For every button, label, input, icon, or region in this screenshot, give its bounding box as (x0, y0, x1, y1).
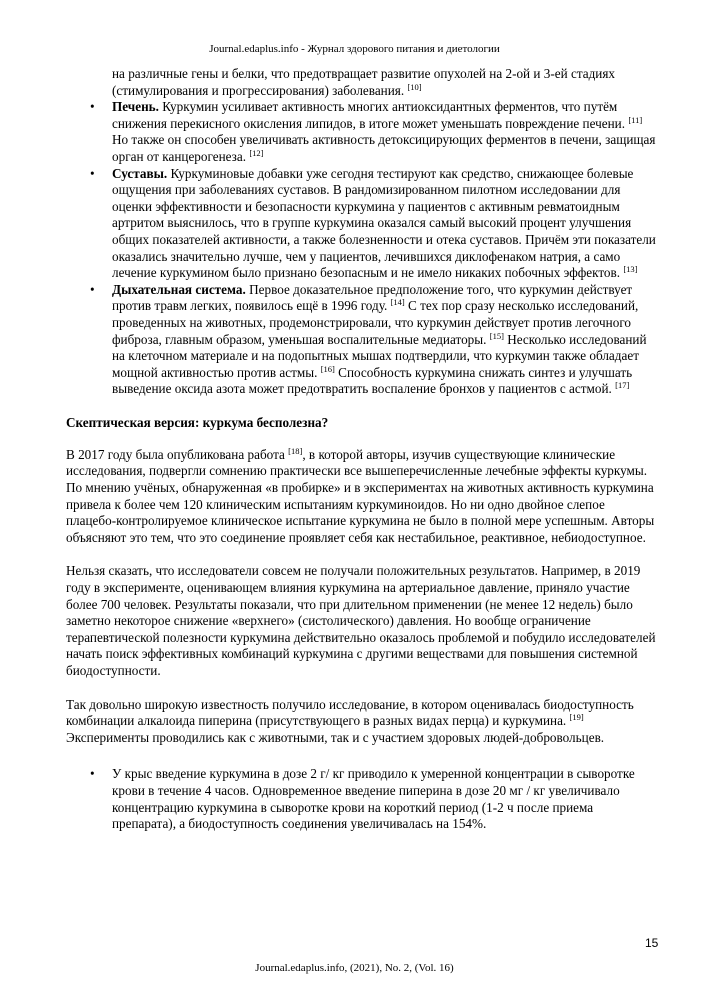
citation-ref: [14] (390, 297, 405, 308)
running-footer: Journal.edaplus.info, (2021), No. 2, (Vol. 16) (255, 962, 454, 974)
citation-ref: [18] (288, 445, 303, 456)
item-lead: Суставы. (112, 165, 168, 181)
list-item (66, 766, 656, 832)
citation-ref: [11] (628, 114, 643, 125)
bullet-list-benefits (66, 66, 656, 398)
item-text: Способность куркумина снижать синтез и улучшать выведение оксида азота может предотвратить воспаление бронхов у пациентов с астмой. (112, 364, 633, 397)
running-header: Journal.edaplus.info - Журнал здорового питания и диетологии (209, 43, 500, 55)
citation-ref: [15] (489, 330, 504, 341)
list-item (66, 66, 656, 99)
list-item (66, 166, 656, 282)
citation-ref: [16] (320, 363, 335, 374)
item-text: Куркумин усиливает активность многих антиоксидантных ферментов, что путём снижения перекисного окисления липидов, в итоге может уменьшать повреждение печени. (112, 99, 626, 131)
item-text: на различные гены и белки, что предотвращает развитие опухолей на 2-ой и 3-ей стадиях (стимулирования и прогрессирования) заболевания. (112, 66, 616, 98)
paragraph: В 2017 году была опубликована работа [18], в которой авторы, изучив существующие клинические исследования, подвергли сомнению практически все вышеперечисленные лечебные эффекты куркумы. По мнению учёных, обнаруженная «в пробирке» и в экспериментах на животных активность куркумина привела к более чем 120 клиническим испытаниям куркуминоидов. Но ни одно двойное слепое плацебо-контролируемое клиническое испытание куркумина не было в полной мере успешным. Авторы объясняют это тем, что это соединение проявляет себя как нестабильное, реактивное, небиодоступное. (66, 445, 655, 545)
citation-ref: [10] (407, 81, 422, 92)
section-heading: Скептическая версия: куркума бесполезна? (66, 414, 329, 430)
citation-ref: [12] (249, 147, 264, 158)
page-number: 15 (645, 936, 659, 950)
item-lead: Дыхательная система. (112, 281, 246, 297)
page-body (66, 66, 656, 833)
item-text: Первое доказательное предположение того, что куркумин действует против травм легких, появилось ещё в 1996 году. (112, 281, 633, 314)
item-text: Несколько исследований на клеточном материале и на подопытных мышах подтвердили, что куркумин также обладает мощной активностью против астмы. (112, 331, 647, 380)
paragraph: Нельзя сказать, что исследователи совсем не получали положительных результатов. Например, в 2019 году в эксперименте, оценивающем влияния куркумина на артериальное давление, приняло участие более 700 человек. Результаты показали, что при длительном применении (не менее 12 недель) было заметно некоторое снижение «верхнего» (систолического) давления. Но вообще ограничение терапевтической полезности куркумина действительно оказалось проблемой и побудило исследователей начать поиск эффективных комбинаций куркумина с другими веществами для повышения системной биодоступности. (66, 563, 656, 678)
list-item (66, 282, 656, 398)
item-text: У крыс введение куркумина в дозе 2 г/ кг приводило к умеренной концентрации в сыворотке крови в течение 4 часов. Одновременное введение пиперина в дозе 20 мг / кг увеличивало концентрацию куркумина в сыворотке крови на короткий период (1-2 ч после приема препарата), а биодоступность соединения увеличивалась на 154%. (112, 766, 635, 832)
citation-ref: [13] (623, 264, 638, 275)
bullet-list-experiments (66, 766, 656, 832)
item-text: С тех пор сразу несколько исследований, проведенных на животных, продемонстрировали, что куркумин действует против легочного фиброза, главным образом, уменьшая воспалительные медиаторы. (112, 298, 639, 347)
citation-ref: [19] (569, 712, 584, 723)
item-lead: Печень. (112, 99, 159, 115)
list-item (66, 99, 656, 165)
item-text: Куркуминовые добавки уже сегодня тестируют как средство, снижающее болевые ощущения при заболеваниях суставов. В рандомизированном пилотном исследовании для оценки эффективности и безопасности куркумина у пациентов с активным ревматоидным артритом выяснилось, что в группе куркумина оказался самый высокий процент улучшения общих показателей активности, а также болезненности и отека суставов. Причём эти показатели оказались значительно лучше, чем у пациентов, лечившихся диклофенаком натрия, а само лечение куркумином было признано безопасным и не имело никаких побочных эффектов. (112, 165, 656, 281)
paragraph: Так довольно широкую известность получило исследование, в котором оценивалась биодоступность комбинации алкалоида пиперина (присутствующего в разных видах перца) и куркумина. [19] Эксперименты проводились как с животными, так и с участием здоровых людей-добровольцев. (66, 696, 634, 745)
item-text: Но также он способен увеличивать активность детоксицирующих ферментов в печени, защищая орган от канцерогенеза. (112, 132, 656, 164)
citation-ref: [17] (615, 380, 630, 391)
